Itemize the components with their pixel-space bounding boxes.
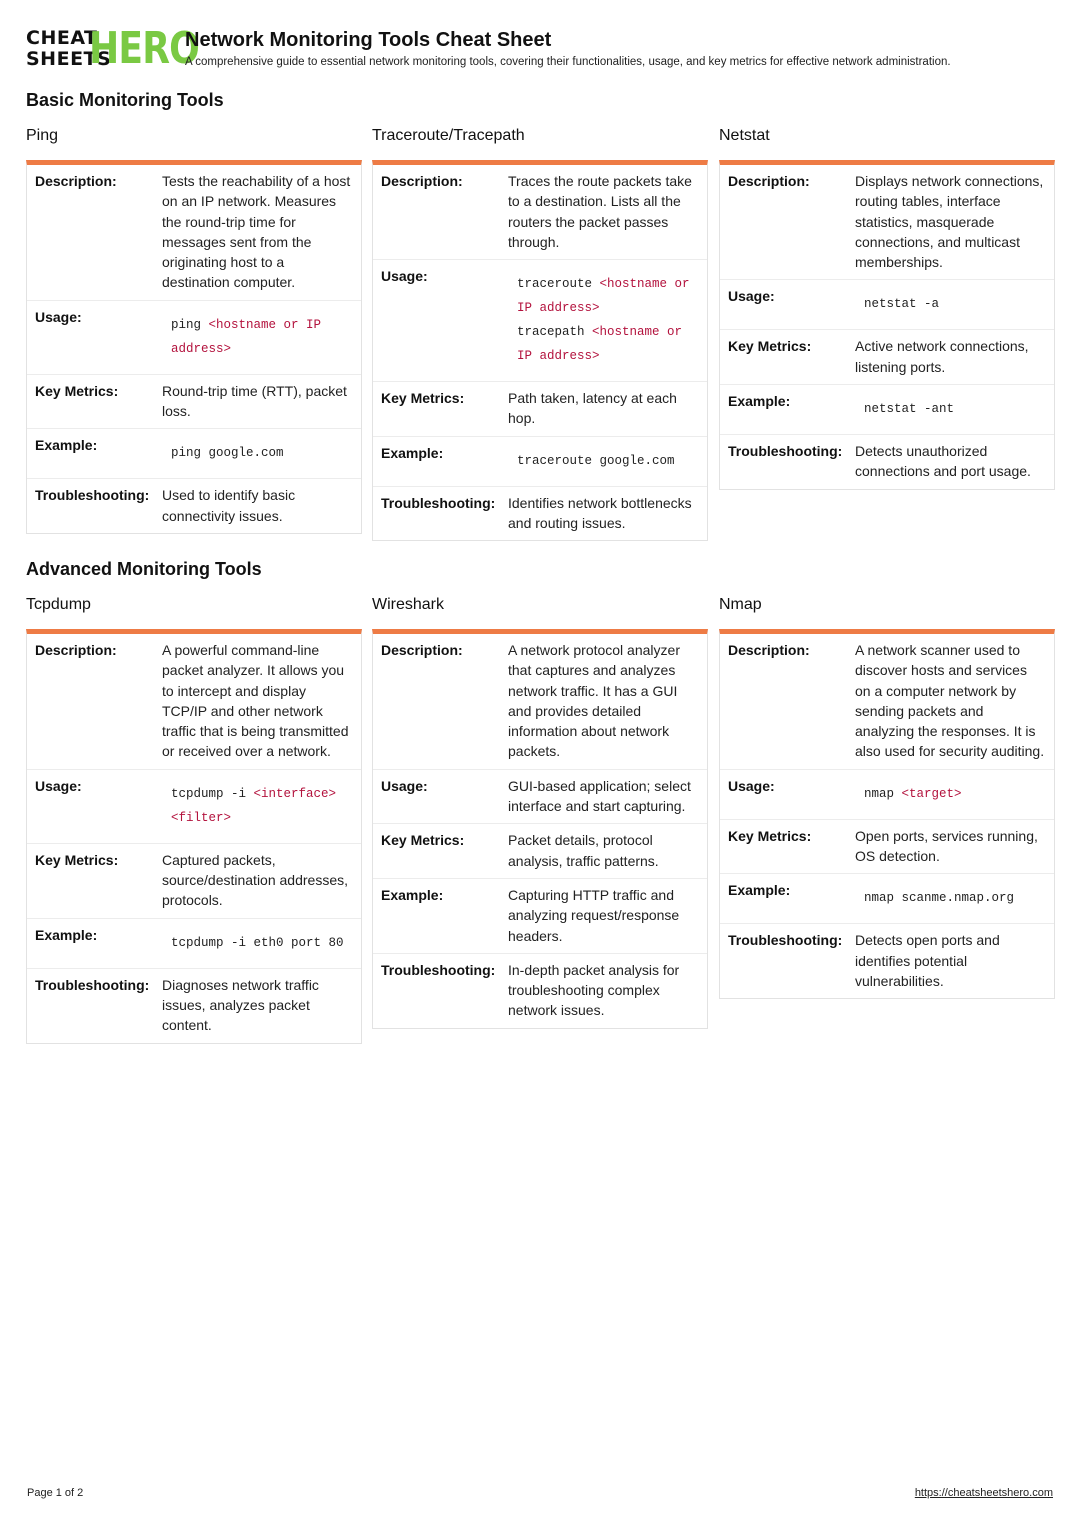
row-example xyxy=(27,919,361,969)
card-table xyxy=(372,160,708,541)
value-example-code: nmap scanme.nmap.org xyxy=(864,891,1015,906)
value-example: Capturing HTTP traffic and analyzing request/response headers. xyxy=(508,886,680,944)
row-description xyxy=(373,634,707,770)
card-title: Tcpdump xyxy=(26,596,91,613)
value-key-metrics: Active network connections, listening ports. xyxy=(855,338,1029,375)
card-netstat xyxy=(719,126,1055,490)
site-link[interactable]: https://cheatsheetshero.com xyxy=(914,1487,1053,1499)
label-usage: Usage: xyxy=(381,268,428,285)
row-troubleshooting xyxy=(720,924,1054,998)
row-key-metrics xyxy=(27,844,361,919)
row-key-metrics xyxy=(720,820,1054,875)
value-example-code: netstat -ant xyxy=(864,402,955,417)
row-troubleshooting xyxy=(373,487,707,541)
value-example-code: traceroute google.com xyxy=(517,453,675,468)
label-troubleshooting: Troubleshooting: xyxy=(728,932,843,949)
row-description xyxy=(27,165,361,301)
label-usage: Usage: xyxy=(381,777,428,794)
card-title: Traceroute/Tracepath xyxy=(372,127,525,144)
code-command: tcpdump -i xyxy=(171,786,254,801)
label-key-metrics: Key Metrics: xyxy=(35,851,119,868)
code-line xyxy=(517,320,699,368)
card-nmap xyxy=(719,595,1055,999)
value-key-metrics: Packet details, protocol analysis, traffic patterns. xyxy=(508,832,659,869)
row-key-metrics xyxy=(373,382,707,437)
row-key-metrics xyxy=(720,330,1054,385)
value-usage: GUI-based application; select interface and start capturing. xyxy=(508,777,691,815)
label-example: Example: xyxy=(728,882,791,899)
row-usage xyxy=(27,770,361,844)
label-description: Description: xyxy=(35,642,117,658)
row-troubleshooting xyxy=(373,954,707,1028)
value-key-metrics: Path taken, latency at each hop. xyxy=(508,390,677,427)
card-ping xyxy=(26,126,362,534)
card-table xyxy=(26,629,362,1044)
card-table xyxy=(26,160,362,534)
logo-text-cheat: CHEAT xyxy=(26,27,98,49)
row-usage xyxy=(373,260,707,382)
value-description: Displays network connections, routing tables, interface statistics, masquerade connections, and multicast memberships. xyxy=(855,173,1044,271)
value-key-metrics: Round-trip time (RTT), packet loss. xyxy=(162,382,347,420)
card-title: Wireshark xyxy=(372,596,445,613)
value-usage-code xyxy=(162,307,353,367)
label-key-metrics: Key Metrics: xyxy=(728,338,812,355)
label-troubleshooting: Troubleshooting: xyxy=(35,976,150,993)
card-title: Netstat xyxy=(719,127,770,144)
label-usage: Usage: xyxy=(35,777,82,794)
value-key-metrics: Open ports, services running, OS detection. xyxy=(855,827,1038,865)
code-placeholder: <interface> xyxy=(253,786,337,801)
card-table xyxy=(719,629,1055,999)
value-usage-code: netstat -a xyxy=(864,297,940,312)
row-key-metrics xyxy=(27,375,361,430)
row-example xyxy=(720,385,1054,435)
value-example-code: tcpdump -i eth0 port 80 xyxy=(171,935,344,950)
value-description: A network scanner used to discover hosts and services on a computer network by sending packets and analyzing the responses. It is also used for security auditing. xyxy=(855,642,1045,760)
value-troubleshooting: In-depth packet analysis for troubleshooting complex network issues. xyxy=(508,961,680,1019)
code-placeholder: <filter> xyxy=(171,810,232,825)
code-placeholder: <target> xyxy=(901,786,962,801)
label-usage: Usage: xyxy=(35,308,82,325)
label-usage: Usage: xyxy=(728,288,775,305)
code-line xyxy=(517,272,699,320)
label-description: Description: xyxy=(728,642,810,658)
card-title: Nmap xyxy=(719,596,762,613)
code-line xyxy=(171,782,353,806)
row-description xyxy=(27,634,361,770)
section-title-basic: Basic Monitoring Tools xyxy=(26,90,224,110)
page-title: Network Monitoring Tools Cheat Sheet xyxy=(185,29,552,51)
row-example xyxy=(27,429,361,479)
value-description: Traces the route packets take to a destination. Lists all the routers the packet passes through. xyxy=(508,173,692,250)
label-usage: Usage: xyxy=(728,777,775,794)
label-example: Example: xyxy=(381,444,444,461)
code-placeholder: <hostname or IP address> xyxy=(517,277,690,316)
page-header xyxy=(26,23,1066,74)
label-troubleshooting: Troubleshooting: xyxy=(728,443,843,460)
row-description xyxy=(373,165,707,260)
label-troubleshooting: Troubleshooting: xyxy=(381,494,496,511)
code-placeholder: <hostname or IP address> xyxy=(171,317,322,356)
value-description: A network protocol analyzer that captures and analyzes network traffic. It has a GUI and provides detailed information about network packets. xyxy=(508,642,680,760)
label-troubleshooting: Troubleshooting: xyxy=(381,961,496,978)
row-example xyxy=(373,437,707,487)
value-description: Tests the reachability of a host on an IP network. Measures the round-trip time for messages sent from the originating host to a destination computer. xyxy=(162,173,351,291)
row-usage xyxy=(720,280,1054,330)
value-example-code: ping google.com xyxy=(171,446,284,461)
row-troubleshooting xyxy=(27,969,361,1043)
value-troubleshooting: Identifies network bottlenecks and routing issues. xyxy=(508,494,692,532)
label-key-metrics: Key Metrics: xyxy=(35,382,119,399)
label-key-metrics: Key Metrics: xyxy=(381,390,465,407)
row-usage xyxy=(27,301,361,375)
card-traceroute xyxy=(372,126,708,541)
row-usage xyxy=(373,770,707,825)
code-command: traceroute xyxy=(517,277,600,292)
value-usage-code xyxy=(162,776,353,836)
value-troubleshooting: Diagnoses network traffic issues, analyzes packet content. xyxy=(162,976,319,1034)
label-description: Description: xyxy=(35,173,117,189)
value-usage-code xyxy=(508,266,699,374)
label-key-metrics: Key Metrics: xyxy=(728,827,812,844)
card-title: Ping xyxy=(26,127,59,144)
row-description xyxy=(720,165,1054,280)
value-troubleshooting: Used to identify basic connectivity issues. xyxy=(162,487,296,524)
value-usage-code xyxy=(855,776,1046,812)
label-example: Example: xyxy=(728,393,791,410)
card-table xyxy=(719,160,1055,490)
logo-text-hero: HERO xyxy=(89,23,200,74)
value-key-metrics: Captured packets, source/destination addresses, protocols. xyxy=(162,851,348,909)
label-description: Description: xyxy=(381,642,463,658)
row-troubleshooting xyxy=(720,435,1054,489)
label-description: Description: xyxy=(728,173,810,189)
label-description: Description: xyxy=(381,173,463,189)
card-table xyxy=(372,629,708,1029)
code-placeholder: <hostname or IP address> xyxy=(517,325,683,364)
card-wireshark xyxy=(372,595,708,1029)
label-key-metrics: Key Metrics: xyxy=(381,832,465,849)
logo-text-sheets: SHEETS xyxy=(26,48,112,70)
value-troubleshooting: Detects open ports and identifies potential vulnerabilities. xyxy=(855,932,1000,989)
row-key-metrics xyxy=(373,824,707,879)
section-title-advanced: Advanced Monitoring Tools xyxy=(26,559,262,579)
row-usage xyxy=(720,770,1054,820)
label-troubleshooting: Troubleshooting: xyxy=(35,487,150,504)
code-command: nmap xyxy=(864,786,902,801)
code-command: ping xyxy=(171,317,209,332)
row-description xyxy=(720,634,1054,770)
page-number: Page 1 of 2 xyxy=(27,1487,84,1499)
card-tcpdump xyxy=(26,595,362,1044)
row-troubleshooting xyxy=(27,479,361,533)
label-example: Example: xyxy=(381,886,444,903)
value-description: A powerful command-line packet analyzer. It allows you to intercept and display TCP/IP and other network traffic that is being transmitted or received over a network. xyxy=(162,642,349,760)
page-subtitle: A comprehensive guide to essential network monitoring tools, covering their functionalities, usage, and key metrics for effective network administration. xyxy=(185,56,951,68)
label-example: Example: xyxy=(35,437,98,454)
row-example xyxy=(720,874,1054,924)
cheatsheetshero-logo[interactable] xyxy=(26,23,200,74)
value-troubleshooting: Detects unauthorized connections and port usage. xyxy=(855,443,1031,480)
label-example: Example: xyxy=(35,926,98,943)
code-command: tracepath xyxy=(517,325,593,340)
row-example xyxy=(373,879,707,954)
